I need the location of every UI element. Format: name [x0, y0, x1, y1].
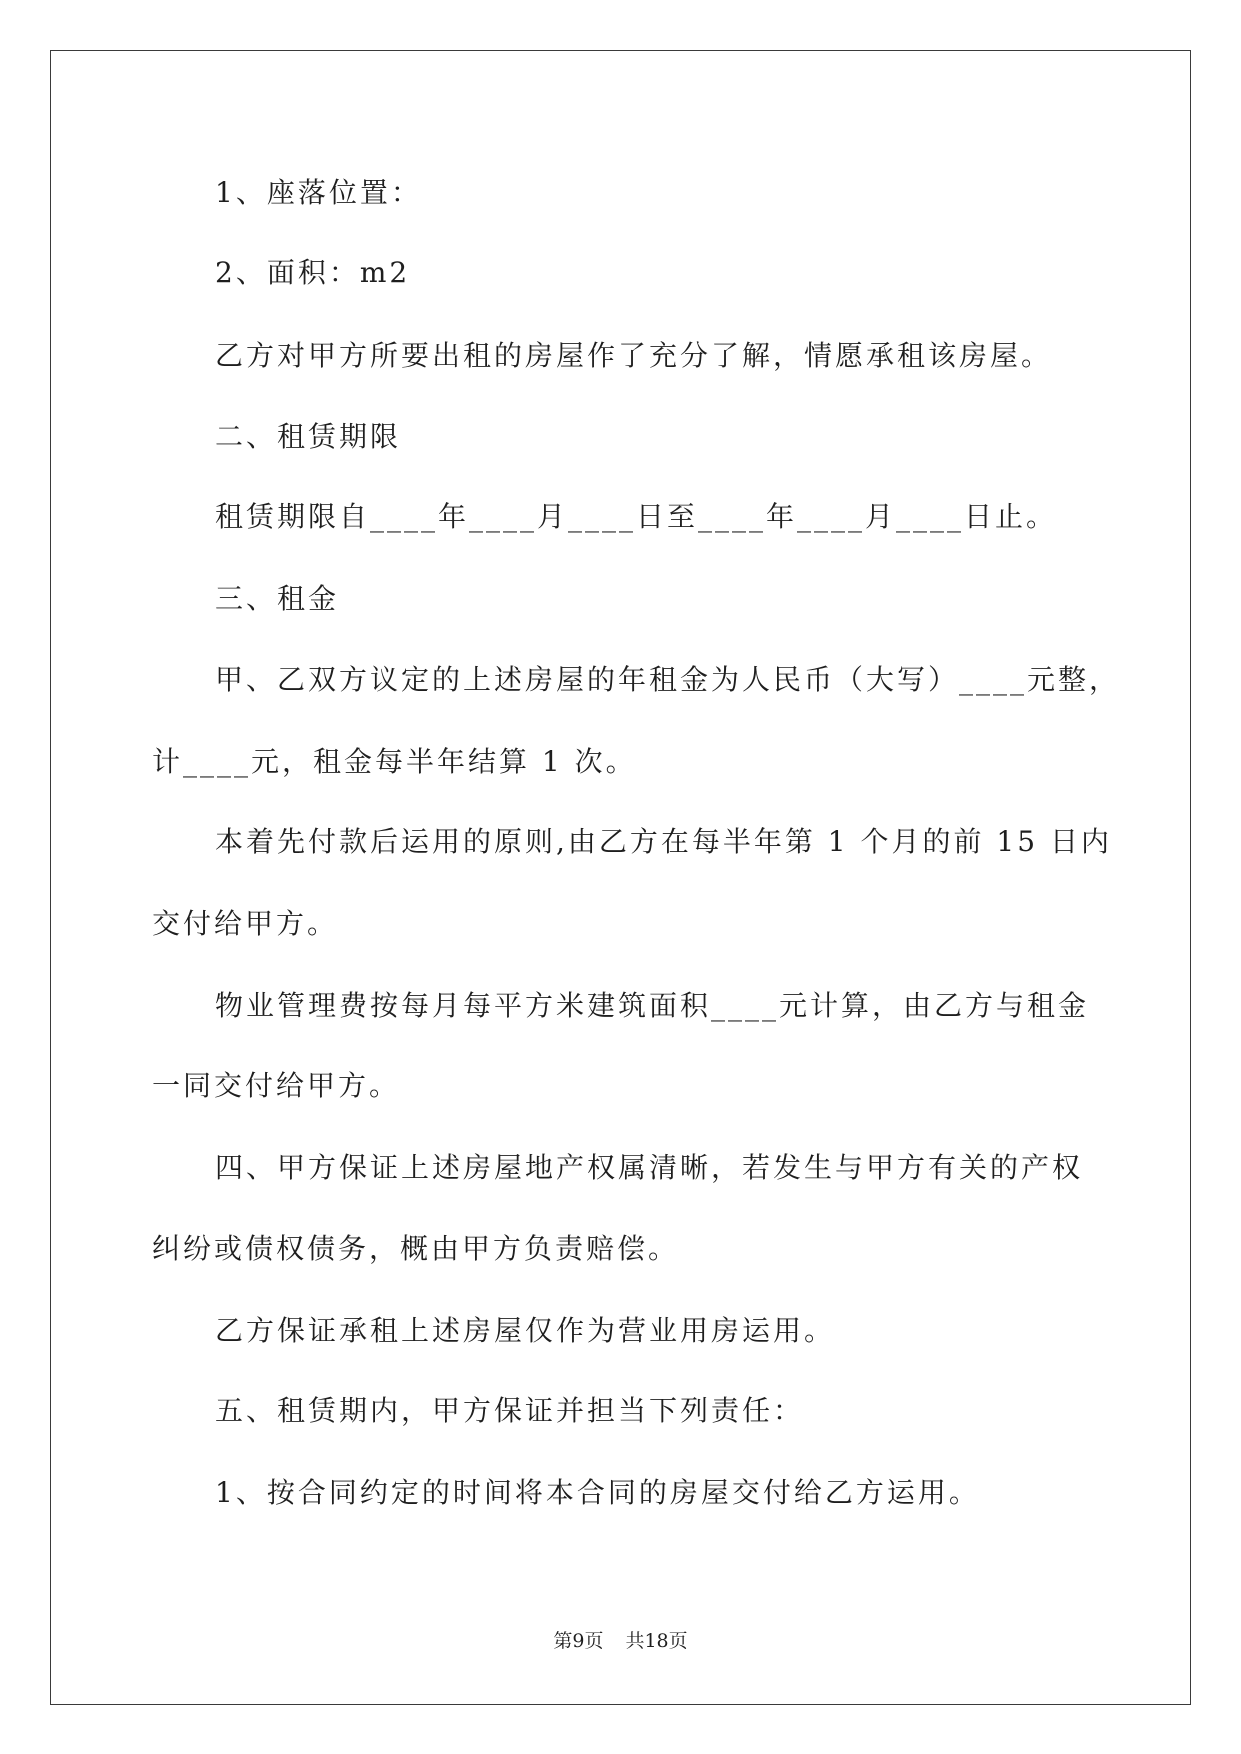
- paragraph-line: 1、按合同约定的时间将本合同的房屋交付给乙方运用。: [215, 1476, 980, 1509]
- page-border: [50, 50, 1191, 1705]
- paragraph-line: 一同交付给甲方。: [152, 1069, 401, 1102]
- page-total: 共18页: [625, 1630, 688, 1652]
- paragraph-line: 2、面积：m2: [215, 256, 411, 289]
- paragraph-line: 本着先付款后运用的原则,由乙方在每半年第 1 个月的前 15 日内: [215, 825, 1112, 858]
- paragraph-line: 计____元，租金每半年结算 1 次。: [152, 745, 637, 778]
- paragraph-line: 四、甲方保证上述房屋地产权属清晰，若发生与甲方有关的产权: [215, 1151, 1084, 1184]
- page-number: 第9页: [553, 1630, 604, 1652]
- paragraph-line: 交付给甲方。: [152, 907, 339, 940]
- paragraph-line: 五、租赁期内，甲方保证并担当下列责任：: [215, 1394, 805, 1427]
- page-footer: [0, 1628, 1241, 1654]
- paragraph-line: 二、租赁期限: [215, 420, 402, 453]
- paragraph-line: 乙方对甲方所要出租的房屋作了充分了解，情愿承租该房屋。: [215, 339, 1053, 372]
- paragraph-line: 三、租金: [215, 582, 340, 615]
- paragraph-line: 租赁期限自____年____月____日至____年____月____日止。: [215, 500, 1058, 533]
- paragraph-line: 1、座落位置：: [215, 176, 422, 209]
- paragraph-line: 纠纷或债权债务，概由甲方负责赔偿。: [152, 1232, 680, 1265]
- paragraph-line: 甲、乙双方议定的上述房屋的年租金为人民币（大写）____元整，: [215, 663, 1121, 696]
- paragraph-line: 乙方保证承租上述房屋仅作为营业用房运用。: [215, 1314, 836, 1347]
- paragraph-line: 物业管理费按每月每平方米建筑面积____元计算，由乙方与租金: [215, 989, 1090, 1022]
